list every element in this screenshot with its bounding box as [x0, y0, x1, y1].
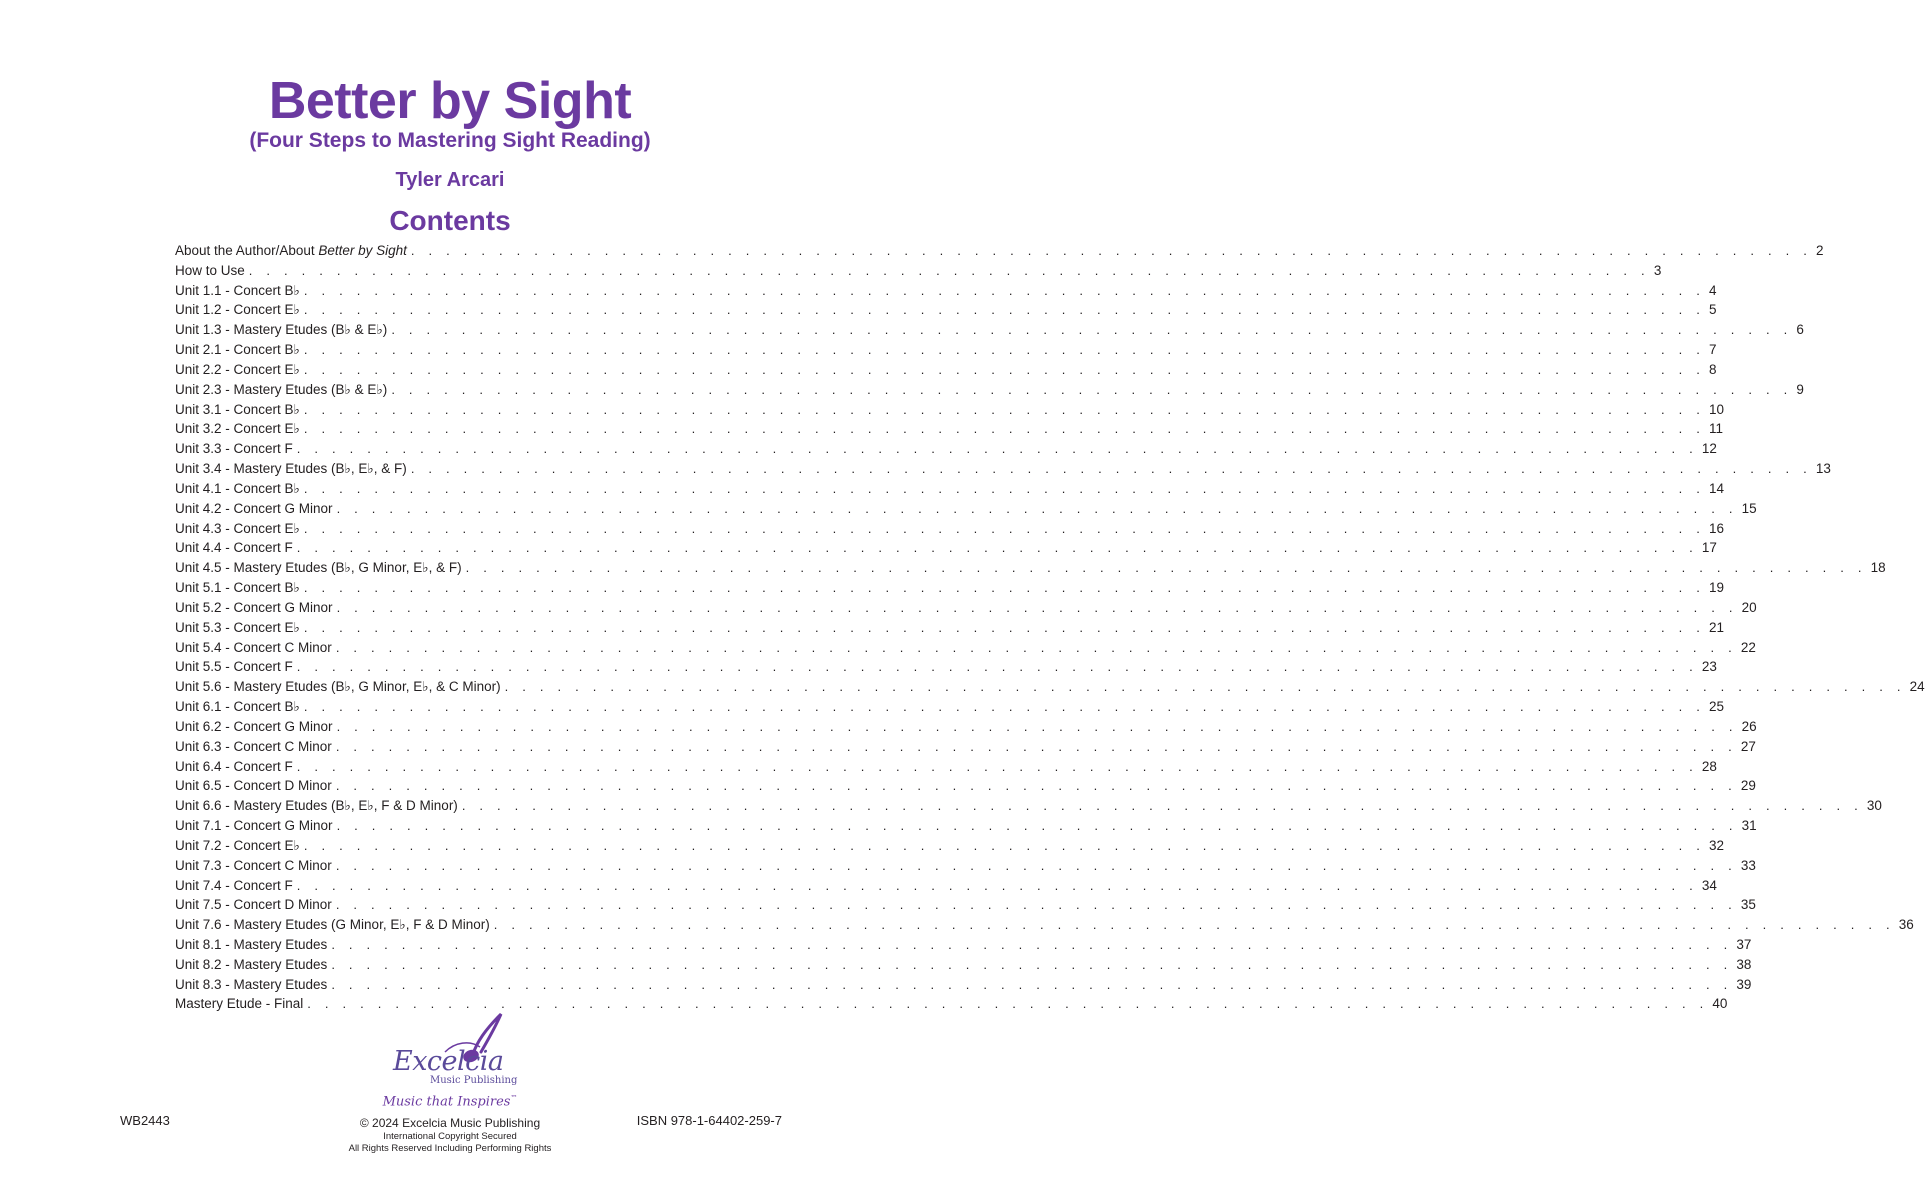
dot-leader: . . . . . . . . . . . . . . . . . . . . . . . . . . . . . . . . . . . . . . . . . . . . . . . . . . . . . . . . . . . . . . . . . . . . . . . . . . . . . . . .: [303, 837, 1706, 853]
dot-leader: . . . . . . . . . . . . . . . . . . . . . . . . . . . . . . . . . . . . . . . . . . . . . . . . . . . . . . . . . . . . . . . . . . . . . . . . . . . . . . . .: [331, 956, 1733, 972]
toc-entry-page: 13: [1815, 461, 1831, 477]
toc-entry-label-text: Unit 6.3 - Concert C Minor: [175, 738, 332, 754]
toc-entry-label: [175, 677, 505, 697]
toc-entry-page: 24: [1909, 679, 1925, 695]
toc-entry: [175, 657, 1717, 677]
toc-entry-page: 10: [1709, 401, 1725, 417]
dot-leader: . . . . . . . . . . . . . . . . . . . . . . . . . . . . . . . . . . . . . . . . . . . . . . . . . . . . . . . . . . . . . . . . . . . . . . . . . . . . . . . .: [303, 699, 1706, 715]
dot-leader: . . . . . . . . . . . . . . . . . . . . . . . . . . . . . . . . . . . . . . . . . . . . . . . . . . . . . . . . . . . . . . . . . . . . . . . . . . . . . . . .: [336, 818, 1738, 834]
toc-entry: [175, 876, 1717, 896]
toc-entry: [175, 717, 1757, 737]
toc-entry-label: [175, 538, 297, 558]
toc-entry-label: [175, 459, 411, 479]
contents-heading: Contents: [389, 205, 511, 236]
toc-entry-page: 7: [1709, 342, 1717, 358]
logo-subtitle: Music Publishing: [430, 1075, 518, 1086]
toc-entry: [175, 439, 1717, 459]
dot-leader: . . . . . . . . . . . . . . . . . . . . . . . . . . . . . . . . . . . . . . . . . . . . . . . . . . . . . . . . . . . . . . . . . . . . . . . . . . . . . . . .: [410, 461, 1812, 477]
toc-entry: [175, 340, 1717, 360]
toc-entry-label: [175, 479, 304, 499]
dot-leader: . . . . . . . . . . . . . . . . . . . . . . . . . . . . . . . . . . . . . . . . . . . . . . . . . . . . . . . . . . . . . . . . . . . . . . . . . . . . . . . .: [303, 520, 1706, 536]
dot-leader: . . . . . . . . . . . . . . . . . . . . . . . . . . . . . . . . . . . . . . . . . . . . . . . . . . . . . . . . . . . . . . . . . . . . . . . . . . . . . . . .: [331, 936, 1733, 952]
toc-entry-label: [175, 558, 466, 578]
toc-entry-label: [175, 836, 304, 856]
toc-entry: [175, 816, 1757, 836]
toc-entry-label-text: Unit 5.4 - Concert C Minor: [175, 639, 332, 655]
dot-leader: . . . . . . . . . . . . . . . . . . . . . . . . . . . . . . . . . . . . . . . . . . . . . . . . . . . . . . . . . . . . . . . . . . . . . . . . . . . . . . . .: [296, 877, 1698, 893]
toc-entry: [175, 915, 1914, 935]
toc-entry-label-text: Unit 5.1 - Concert B♭: [175, 580, 300, 596]
toc-entry-page: 28: [1701, 758, 1717, 774]
toc-entry-label: [175, 439, 297, 459]
toc-entry: [175, 598, 1757, 618]
toc-entry-label: [175, 519, 304, 539]
toc-entry-page: 16: [1709, 520, 1725, 536]
toc-entry-label: [175, 935, 331, 955]
toc-entry-label-text: Mastery Etude - Final: [175, 996, 304, 1012]
toc-entry-page: 8: [1709, 361, 1717, 377]
dot-leader: . . . . . . . . . . . . . . . . . . . . . . . . . . . . . . . . . . . . . . . . . . . . . . . . . . . . . . . . . . . . . . . . . . . . . . . . . . . . . . . .: [335, 738, 1737, 754]
dot-leader: . . . . . . . . . . . . . . . . . . . . . . . . . . . . . . . . . . . . . . . . . . . . . . . . . . . . . . . . . . . . . . . . . . . . . . . . . . . . . . . .: [296, 758, 1698, 774]
toc-entry-label-text: Unit 1.1 - Concert B♭: [175, 282, 300, 298]
toc-entry-page: 17: [1701, 540, 1717, 556]
dot-leader: . . . . . . . . . . . . . . . . . . . . . . . . . . . . . . . . . . . . . . . . . . . . . . . . . . . . . . . . . . . . . . . . . . . . . . . . . . . . . . . .: [303, 302, 1706, 318]
toc-entry-label-text: Unit 3.4 - Mastery Etudes (B♭, E♭, & F): [175, 461, 407, 477]
toc-entry-label-text: Unit 5.5 - Concert F: [175, 659, 293, 675]
toc-entry: [175, 419, 1724, 439]
toc-entry-page: 4: [1709, 282, 1717, 298]
dot-leader: . . . . . . . . . . . . . . . . . . . . . . . . . . . . . . . . . . . . . . . . . . . . . . . . . . . . . . . . . . . . . . . . . . . . . . . . . . . . . . . .: [303, 580, 1706, 596]
toc-entry: [175, 935, 1752, 955]
dot-leader: . . . . . . . . . . . . . . . . . . . . . . . . . . . . . . . . . . . . . . . . . . . . . . . . . . . . . . . . . . . . . . . . . . . . . . . . . . . . . . . .: [336, 500, 1738, 516]
toc-entry: [175, 975, 1752, 995]
toc-entry-label-text: Unit 4.1 - Concert B♭: [175, 480, 300, 496]
toc-entry: [175, 737, 1756, 757]
toc-entry-label-text: Unit 8.3 - Mastery Etudes: [175, 976, 328, 992]
legal-line-1: International Copyright Secured: [383, 1131, 517, 1142]
toc-entry-page: 31: [1741, 818, 1757, 834]
toc-entry-label: [175, 618, 304, 638]
isbn: ISBN 978-1-64402-259-7: [636, 1113, 782, 1128]
toc-entry-label-text: Unit 1.2 - Concert E♭: [175, 302, 300, 318]
toc-entry-label: [175, 320, 391, 340]
toc-entry: [175, 836, 1725, 856]
toc-entry: [175, 558, 1886, 578]
toc-entry: [175, 757, 1717, 777]
toc-entry-label: [175, 598, 337, 618]
toc-entry-label-text: Unit 5.2 - Concert G Minor: [175, 599, 333, 615]
toc-entry: [175, 538, 1717, 558]
toc-entry-label-text: Unit 3.2 - Concert E♭: [175, 421, 300, 437]
toc-entry-label: [175, 281, 304, 301]
toc-entry-label-text: Unit 6.1 - Concert B♭: [175, 699, 300, 715]
toc-entry-label: [175, 895, 336, 915]
toc-entry: [175, 380, 1804, 400]
toc-entry-page: 18: [1870, 560, 1886, 576]
toc-entry-label: [175, 856, 336, 876]
dot-leader: . . . . . . . . . . . . . . . . . . . . . . . . . . . . . . . . . . . . . . . . . . . . . . . . . . . . . . . . . . . . . . . . . . . . . . . . . . . . . . . .: [296, 659, 1698, 675]
toc-entry-label-text: Unit 2.2 - Concert E♭: [175, 361, 300, 377]
toc-entry-page: 22: [1740, 639, 1756, 655]
toc-entry-page: 19: [1709, 580, 1725, 596]
toc-entry-page: 23: [1701, 659, 1717, 675]
toc-entry-label: [175, 776, 336, 796]
toc-entry-page: 33: [1740, 857, 1756, 873]
toc-entry-label: [175, 717, 337, 737]
toc-entry-label-text: Unit 6.5 - Concert D Minor: [175, 778, 332, 794]
toc-entry-page: 36: [1898, 917, 1914, 933]
toc-entry-page: 15: [1741, 500, 1757, 516]
toc-entry-label-text: Unit 6.6 - Mastery Etudes (B♭, E♭, F & D Minor): [175, 798, 458, 814]
dot-leader: . . . . . . . . . . . . . . . . . . . . . . . . . . . . . . . . . . . . . . . . . . . . . . . . . . . . . . . . . . . . . . . . . . . . . . . . . . . . . . . .: [303, 361, 1706, 377]
toc-entry-label-text: Unit 8.2 - Mastery Etudes: [175, 956, 328, 972]
tagline-text: Music that Inspires: [382, 1094, 511, 1110]
toc-entry: [175, 856, 1756, 876]
toc-entry-page: 6: [1796, 322, 1804, 338]
toc-entry-page: 29: [1740, 778, 1756, 794]
book-subtitle: (Four Steps to Mastering Sight Reading): [249, 129, 651, 152]
toc-entry-label: [175, 955, 331, 975]
book-title: Better by Sight: [268, 72, 632, 130]
dot-leader: . . . . . . . . . . . . . . . . . . . . . . . . . . . . . . . . . . . . . . . . . . . . . . . . . . . . . . . . . . . . . . . . . . . . . . . . . . . . . . . .: [296, 540, 1698, 556]
toc-entry: [175, 578, 1725, 598]
dot-leader: . . . . . . . . . . . . . . . . . . . . . . . . . . . . . . . . . . . . . . . . . . . . . . . . . . . . . . . . . . . . . . . . . . . . . . . . . . . . . . . .: [303, 480, 1706, 496]
toc-entry: [175, 519, 1725, 539]
toc-entry-label-italic: Better by Sight: [318, 243, 407, 258]
dot-leader: . . . . . . . . . . . . . . . . . . . . . . . . . . . . . . . . . . . . . . . . . . . . . . . . . . . . . . . . . . . . . . . . . . . . . . . . . . . . . . . .: [303, 401, 1706, 417]
toc-entry-label: [175, 380, 391, 400]
toc-entry-label-text: Unit 8.1 - Mastery Etudes: [175, 936, 328, 952]
toc-entry-page: 20: [1741, 599, 1757, 615]
toc-entry: [175, 796, 1882, 816]
dot-leader: . . . . . . . . . . . . . . . . . . . . . . . . . . . . . . . . . . . . . . . . . . . . . . . . . . . . . . . . . . . . . . . . . . . . . . . . . . . . . . . .: [336, 599, 1738, 615]
toc-entry-label: [175, 915, 494, 935]
dot-leader: . . . . . . . . . . . . . . . . . . . . . . . . . . . . . . . . . . . . . . . . . . . . . . . . . . . . . . . . . . . . . . . . . . . . . . . . . . . . . . . .: [307, 996, 1709, 1012]
author-name: Tyler Arcari: [395, 169, 505, 191]
toc-entry: [175, 638, 1756, 658]
toc-entry-label: [175, 876, 297, 896]
toc-entry-page: 38: [1736, 956, 1752, 972]
legal-line-2: All Rights Reserved Including Performing Rights: [348, 1143, 552, 1154]
toc-entry-page: 2: [1816, 243, 1824, 258]
dot-leader: . . . . . . . . . . . . . . . . . . . . . . . . . . . . . . . . . . . . . . . . . . . . . . . . . . . . . . . . . . . . . . . . . . . . . . . . . . . . . . . .: [410, 243, 1813, 258]
toc-entry-page: 5: [1709, 302, 1717, 318]
dot-leader: . . . . . . . . . . . . . . . . . . . . . . . . . . . . . . . . . . . . . . . . . . . . . . . . . . . . . . . . . . . . . . . . . . . . . . . . . . . . . . . .: [335, 857, 1737, 873]
toc-entry-label: [175, 657, 297, 677]
toc-entry-label-text: Unit 7.4 - Concert F: [175, 877, 293, 893]
toc-entry-label: [175, 757, 297, 777]
toc-entry: [175, 300, 1717, 320]
toc-entry-page: 37: [1736, 936, 1752, 952]
toc-entry-label-text: Unit 5.3 - Concert E♭: [175, 619, 300, 635]
trademark-mark: ™: [510, 1094, 518, 1102]
catalog-code: WB2443: [120, 1113, 170, 1128]
toc-entry: [175, 400, 1725, 420]
toc-entry: [175, 261, 1662, 281]
toc-entry-label: [175, 360, 304, 380]
toc-entry-label: [175, 578, 304, 598]
dot-leader: . . . . . . . . . . . . . . . . . . . . . . . . . . . . . . . . . . . . . . . . . . . . . . . . . . . . . . . . . . . . . . . . . . . . . . . . . . . . . . . .: [493, 917, 1895, 933]
toc-entry-label-text: Unit 2.1 - Concert B♭: [175, 342, 300, 358]
toc-entry-page: 21: [1709, 619, 1725, 635]
toc-entry-label-text: Unit 6.4 - Concert F: [175, 758, 293, 774]
toc-entry-page: 39: [1736, 976, 1752, 992]
toc-entry-label-text: About the Author/About: [175, 243, 319, 258]
toc-entry-label: [175, 300, 304, 320]
toc-entry-page: 35: [1740, 897, 1756, 913]
toc-entry-label-text: Unit 7.5 - Concert D Minor: [175, 897, 332, 913]
tagline: [0, 1094, 900, 1109]
toc-entry-page: 14: [1709, 480, 1725, 496]
toc-entry-page: 27: [1740, 738, 1756, 754]
toc-entry: [175, 955, 1752, 975]
toc-entry-label-text: How to Use: [175, 262, 245, 278]
toc-entry-label-text: Unit 4.5 - Mastery Etudes (B♭, G Minor, E♭, & F): [175, 560, 462, 576]
toc-entry: [175, 499, 1757, 519]
toc-entry-label-text: Unit 3.3 - Concert F: [175, 441, 293, 457]
toc-entry: [175, 281, 1717, 301]
table-of-contents: [175, 241, 1925, 1014]
toc-entry-label-text: Unit 5.6 - Mastery Etudes (B♭, G Minor, E♭, & C Minor): [175, 679, 501, 695]
toc-entry: [175, 479, 1725, 499]
toc-entry-page: 9: [1796, 381, 1804, 397]
toc-entry-page: 34: [1701, 877, 1717, 893]
toc-entry-page: 25: [1709, 699, 1725, 715]
toc-entry: [175, 895, 1756, 915]
toc-entry-label-text: Unit 3.1 - Concert B♭: [175, 401, 300, 417]
toc-entry-label: [175, 638, 336, 658]
toc-entry-page: 30: [1866, 798, 1882, 814]
toc-entry-label: [175, 816, 337, 836]
logo-wordmark: Excelcia: [393, 1046, 504, 1077]
dot-leader: . . . . . . . . . . . . . . . . . . . . . . . . . . . . . . . . . . . . . . . . . . . . . . . . . . . . . . . . . . . . . . . . . . . . . . . . . . . . . . . .: [303, 342, 1706, 358]
dot-leader: . . . . . . . . . . . . . . . . . . . . . . . . . . . . . . . . . . . . . . . . . . . . . . . . . . . . . . . . . . . . . . . . . . . . . . . . . . . . . . . .: [465, 560, 1867, 576]
toc-entry-label-text: Unit 7.6 - Mastery Etudes (G Minor, E♭, F & D Minor): [175, 917, 490, 933]
toc-entry-label: [175, 499, 337, 519]
toc-entry: [175, 459, 1831, 479]
toc-entry-label-text: Unit 7.3 - Concert C Minor: [175, 857, 332, 873]
dot-leader: . . . . . . . . . . . . . . . . . . . . . . . . . . . . . . . . . . . . . . . . . . . . . . . . . . . . . . . . . . . . . . . . . . . . . . . . . . . . . . . .: [504, 679, 1906, 695]
dot-leader: . . . . . . . . . . . . . . . . . . . . . . . . . . . . . . . . . . . . . . . . . . . . . . . . . . . . . . . . . . . . . . . . . . . . . . . . . . . . . . . .: [336, 718, 1738, 734]
copyright-line: © 2024 Excelcia Music Publishing: [359, 1116, 541, 1130]
toc-entry: [175, 618, 1725, 638]
toc-entry: [175, 697, 1725, 717]
toc-entry-page: 12: [1701, 441, 1717, 457]
dot-leader: . . . . . . . . . . . . . . . . . . . . . . . . . . . . . . . . . . . . . . . . . . . . . . . . . . . . . . . . . . . . . . . . . . . . . . . . . . . . . . . .: [461, 798, 1863, 814]
dot-leader: . . . . . . . . . . . . . . . . . . . . . . . . . . . . . . . . . . . . . . . . . . . . . . . . . . . . . . . . . . . . . . . . . . . . . . . . . . . . . . . .: [303, 421, 1706, 437]
toc-entry-label: [175, 340, 304, 360]
toc-entry-page: 26: [1741, 718, 1757, 734]
toc-entry-label-text: Unit 2.3 - Mastery Etudes (B♭ & E♭): [175, 381, 388, 397]
dot-leader: . . . . . . . . . . . . . . . . . . . . . . . . . . . . . . . . . . . . . . . . . . . . . . . . . . . . . . . . . . . . . . . . . . . . . . . . . . . . . . . .: [335, 639, 1737, 655]
dot-leader: . . . . . . . . . . . . . . . . . . . . . . . . . . . . . . . . . . . . . . . . . . . . . . . . . . . . . . . . . . . . . . . . . . . . . . . . . . . . . . . .: [303, 282, 1706, 298]
dot-leader: . . . . . . . . . . . . . . . . . . . . . . . . . . . . . . . . . . . . . . . . . . . . . . . . . . . . . . . . . . . . . . . . . . . . . . . . . . . . . . . .: [391, 322, 1793, 338]
toc-entry-label: [175, 796, 462, 816]
toc-entry-page: 40: [1712, 996, 1728, 1012]
dot-leader: . . . . . . . . . . . . . . . . . . . . . . . . . . . . . . . . . . . . . . . . . . . . . . . . . . . . . . . . . . . . . . . . . . . . . . . . . . . . . . . .: [391, 381, 1793, 397]
toc-entry-label-text: Unit 4.3 - Concert E♭: [175, 520, 300, 536]
toc-entry-label-text: Unit 7.2 - Concert E♭: [175, 837, 300, 853]
toc-entry: [175, 360, 1717, 380]
toc-entry: [175, 677, 1925, 697]
toc-entry-label-text: Unit 1.3 - Mastery Etudes (B♭ & E♭): [175, 322, 388, 338]
toc-entry-page: 32: [1709, 837, 1725, 853]
toc-entry-label-text: Unit 6.2 - Concert G Minor: [175, 718, 333, 734]
toc-entry-label-text: Unit 4.4 - Concert F: [175, 540, 293, 556]
dot-leader: . . . . . . . . . . . . . . . . . . . . . . . . . . . . . . . . . . . . . . . . . . . . . . . . . . . . . . . . . . . . . . . . . . . . . . . . . . . . . . . .: [248, 262, 1650, 278]
dot-leader: . . . . . . . . . . . . . . . . . . . . . . . . . . . . . . . . . . . . . . . . . . . . . . . . . . . . . . . . . . . . . . . . . . . . . . . . . . . . . . . .: [331, 976, 1733, 992]
toc-entry-label: [175, 241, 411, 261]
toc-entry-page: 11: [1709, 421, 1724, 437]
toc-entry-label: [175, 419, 304, 439]
toc-entry-label-text: Unit 4.2 - Concert G Minor: [175, 500, 333, 516]
toc-entry-label: [175, 975, 331, 995]
dot-leader: . . . . . . . . . . . . . . . . . . . . . . . . . . . . . . . . . . . . . . . . . . . . . . . . . . . . . . . . . . . . . . . . . . . . . . . . . . . . . . . .: [335, 778, 1737, 794]
toc-entry-label: [175, 994, 307, 1014]
toc-entry-page: 3: [1653, 262, 1662, 278]
toc-entry: [175, 776, 1756, 796]
toc-entry: [175, 241, 1824, 261]
toc-entry-label-text: Unit 7.1 - Concert G Minor: [175, 818, 333, 834]
dot-leader: . . . . . . . . . . . . . . . . . . . . . . . . . . . . . . . . . . . . . . . . . . . . . . . . . . . . . . . . . . . . . . . . . . . . . . . . . . . . . . . .: [296, 441, 1698, 457]
toc-entry-label: [175, 697, 304, 717]
dot-leader: . . . . . . . . . . . . . . . . . . . . . . . . . . . . . . . . . . . . . . . . . . . . . . . . . . . . . . . . . . . . . . . . . . . . . . . . . . . . . . . .: [303, 619, 1706, 635]
toc-entry-label: [175, 737, 336, 757]
toc-entry: [175, 320, 1804, 340]
dot-leader: . . . . . . . . . . . . . . . . . . . . . . . . . . . . . . . . . . . . . . . . . . . . . . . . . . . . . . . . . . . . . . . . . . . . . . . . . . . . . . . .: [335, 897, 1737, 913]
toc-entry-label: [175, 400, 304, 420]
toc-entry-label: [175, 261, 249, 281]
